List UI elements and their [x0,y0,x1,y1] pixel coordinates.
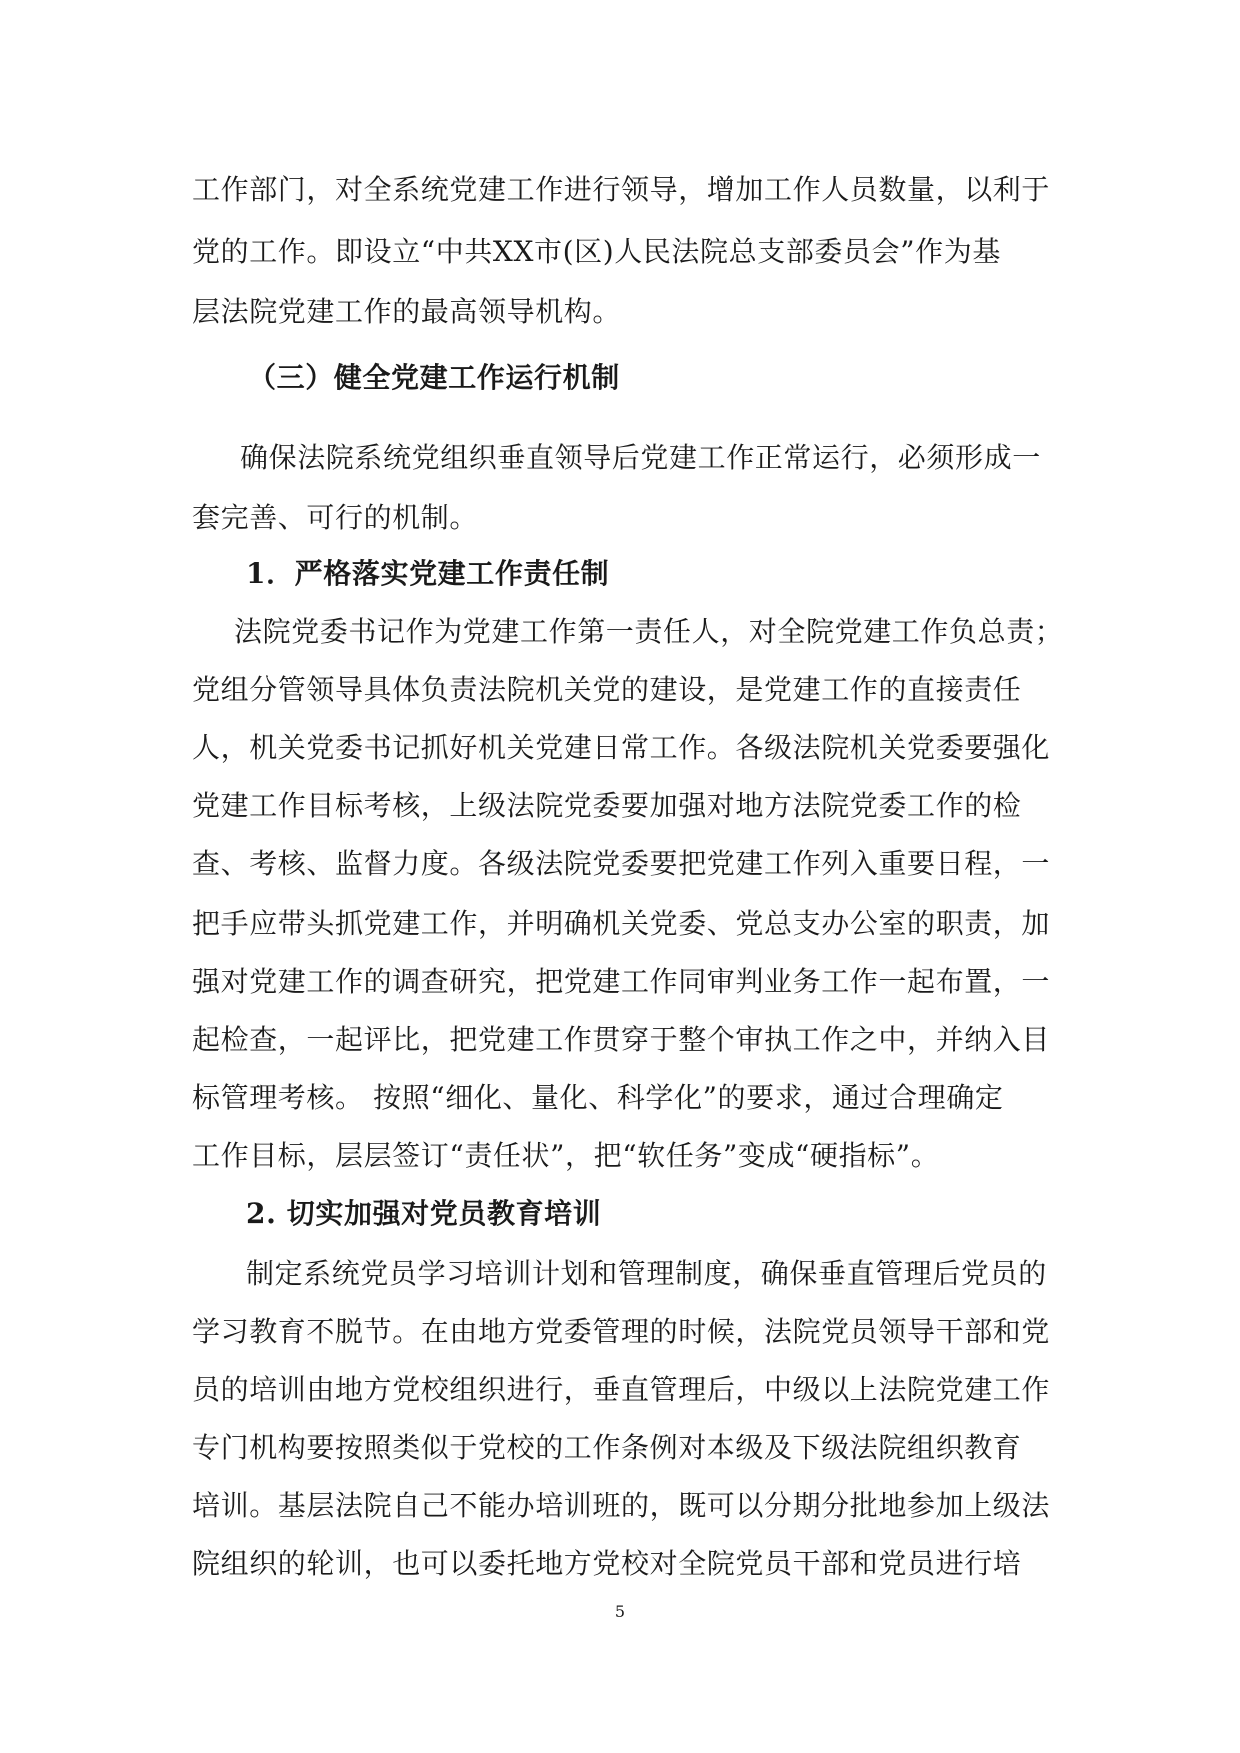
body-text-line: 套完善、可行的机制。 [192,501,479,534]
body-text-line: 专门机构要按照类似于党校的工作条例对本级及下级法院组织教育 [192,1431,1022,1464]
section-heading: （三）健全党建工作运行机制 [248,361,620,394]
body-text-line: 培训。基层法院自己不能办培训班的，既可以分期分批地参加上级法 [192,1489,1051,1522]
body-text-line: 员的培训由地方党校组织进行，垂直管理后，中级以上法院党建工作 [192,1373,1051,1406]
body-text-line: 标管理考核。 按照“细化、量化、科学化”的要求，通过合理确定 [192,1081,1004,1114]
body-text-line: 层法院党建工作的最高领导机构。 [192,295,622,328]
body-text-line: 查、考核、监督力度。各级法院党委要把党建工作列入重要日程，一 [192,847,1051,880]
body-text-line: 把手应带头抓党建工作，并明确机关党委、党总支办公室的职责，加 [192,907,1051,940]
subsection-heading: 2. 切实加强对党员教育培训 [246,1197,602,1230]
body-text-line: 党组分管领导具体负责法院机关党的建设，是党建工作的直接责任 [192,673,1022,706]
body-text-line: 起检查，一起评比，把党建工作贯穿于整个审执工作之中，并纳入目 [192,1023,1051,1056]
body-text-line: 党建工作目标考核，上级法院党委要加强对地方法院党委工作的检 [192,789,1022,822]
body-text-line: 工作目标，层层签订“责任状”，把“软任务”变成“硬指标”。 [192,1139,940,1172]
body-text-line: 制定系统党员学习培训计划和管理制度，确保垂直管理后党员的 [246,1257,1047,1290]
body-text-line: 强对党建工作的调查研究，把党建工作同审判业务工作一起布置，一 [192,965,1051,998]
body-text-line: 学习教育不脱节。在由地方党委管理的时候，法院党员领导干部和党 [192,1315,1051,1348]
subsection-heading: 1．严格落实党建工作责任制 [246,557,610,590]
body-text-line: 法院党委书记作为党建工作第一责任人，对全院党建工作负总责； [234,615,1064,648]
body-text-line: 确保法院系统党组织垂直领导后党建工作正常运行，必须形成一 [240,441,1041,474]
body-text-line: 人，机关党委书记抓好机关党建日常工作。各级法院机关党委要强化 [192,731,1051,764]
page-number: 5 [614,1602,626,1621]
body-text-line: 工作部门，对全系统党建工作进行领导，增加工作人员数量，以利于 [192,173,1051,206]
body-text-line: 院组织的轮训，也可以委托地方党校对全院党员干部和党员进行培 [192,1547,1022,1580]
body-text-line: 党的工作。即设立“中共XX市(区)人民法院总支部委员会”作为基 [192,235,1001,268]
